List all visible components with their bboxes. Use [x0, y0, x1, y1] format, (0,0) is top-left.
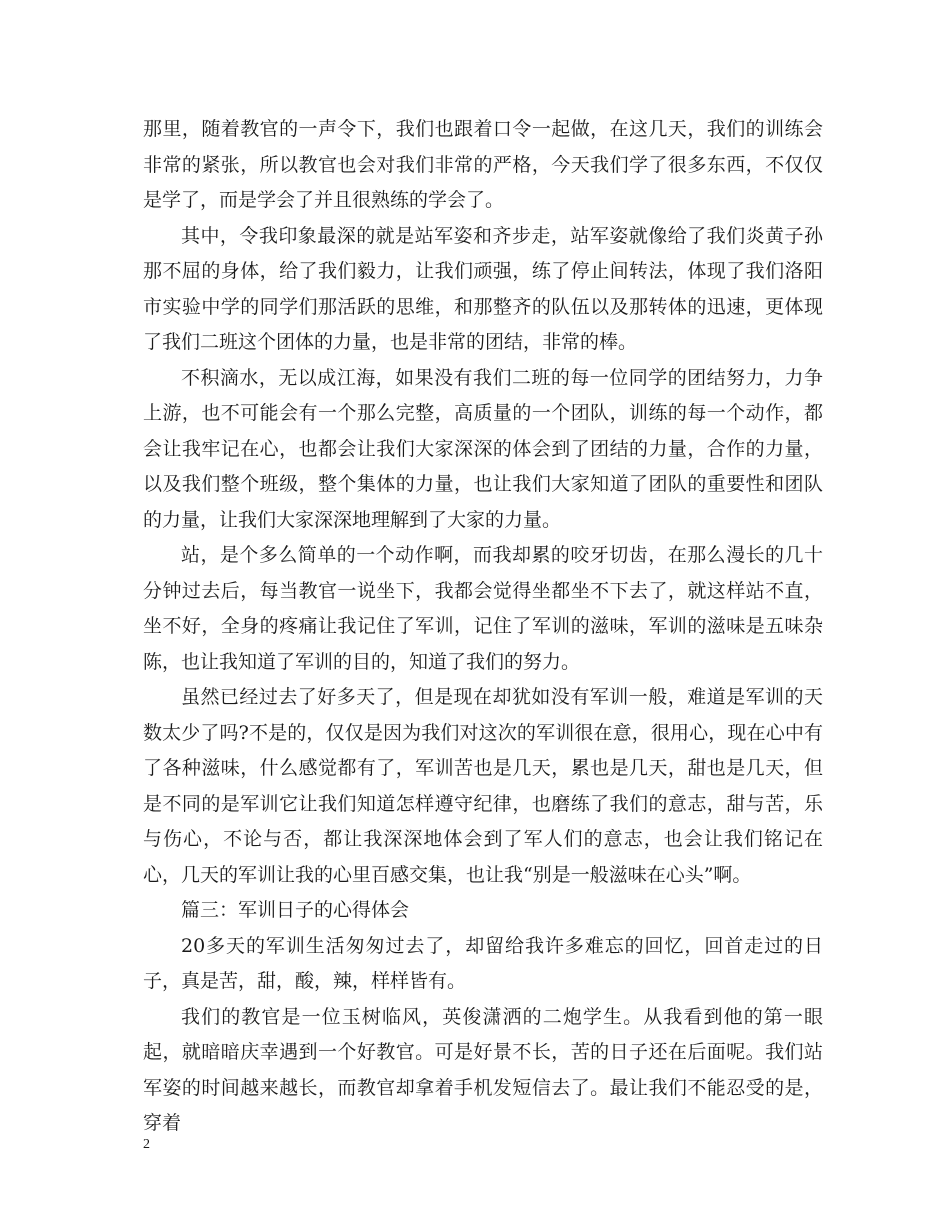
section-heading: 篇三：军训日子的心得体会 — [181, 899, 410, 921]
page-number: 2 — [143, 1137, 150, 1152]
paragraph: 不积滴水，无以成江海，如果没有我们二班的每一位同学的团结努力，力争上游，也不可能会有一个那么完整，高质量的一个团队，训练的每一个动作，都会让我牢记在心，也都会让我们大家深深的体会到了团结的力量，合作的力量，以及我们整个班级，整个集体的力量，也让我们大家知道了团队的重要性和团队的力量，让我们大家深深地理解到了大家的力量。 — [143, 366, 823, 531]
paragraph: 其中，令我印象最深的就是站军姿和齐步走，站军姿就像给了我们炎黄子孙那不屈的身体，给了我们毅力，让我们顽强，练了停止间转法，体现了我们洛阳市实验中学的同学们那活跃的思维，和那整齐的队伍以及那转体的迅速，更体现了我们二班这个团体的力量，也是非常的团结，非常的棒。 — [143, 224, 823, 353]
paragraph: 20多天的军训生活匆匆过去了，却留给我许多难忘的回忆，回首走过的日子，真是苦，甜，酸，辣，样样皆有。 — [143, 934, 823, 992]
paragraph: 我们的教官是一位玉树临风，英俊潇洒的二炮学生。从我看到他的第一眼起，就暗暗庆幸遇到一个好教官。可是好景不长，苦的日子还在后面呢。我们站军姿的时间越来越长，而教官却拿着手机发短信去了。最让我们不能忍受的是，穿着 — [143, 1005, 823, 1134]
paragraph: 站，是个多么简单的一个动作啊，而我却累的咬牙切齿，在那么漫长的几十分钟过去后，每当教官一说坐下，我都会觉得坐都坐不下去了，就这样站不直，坐不好，全身的疼痛让我记住了军训，记住了军训的滋味，军训的滋味是五味杂陈，也让我知道了军训的目的，知道了我们的努力。 — [143, 544, 823, 673]
paragraph: 那里，随着教官的一声令下，我们也跟着口令一起做，在这几天，我们的训练会非常的紧张，所以教官也会对我们非常的严格，今天我们学了很多东西，不仅仅是学了，而是学会了并且很熟练的学会了。 — [143, 118, 823, 211]
paragraph: 虽然已经过去了好多天了，但是现在却犹如没有军训一般，难道是军训的天数太少了吗?不是的，仅仅是因为我们对这次的军训很在意，很用心，现在心中有了各种滋味，什么感觉都有了，军训苦也是几天，累也是几天，甜也是几天，但是不同的是军训它让我们知道怎样遵守纪律，也磨练了我们的意志，甜与苦，乐与伤心，不论与否，都让我深深地体会到了军人们的意志，也会让我们铭记在心，几天的军训让我的心里百感交集，也让我“别是一般滋味在心头”啊。 — [143, 686, 823, 886]
body-text — [143, 112, 823, 1142]
